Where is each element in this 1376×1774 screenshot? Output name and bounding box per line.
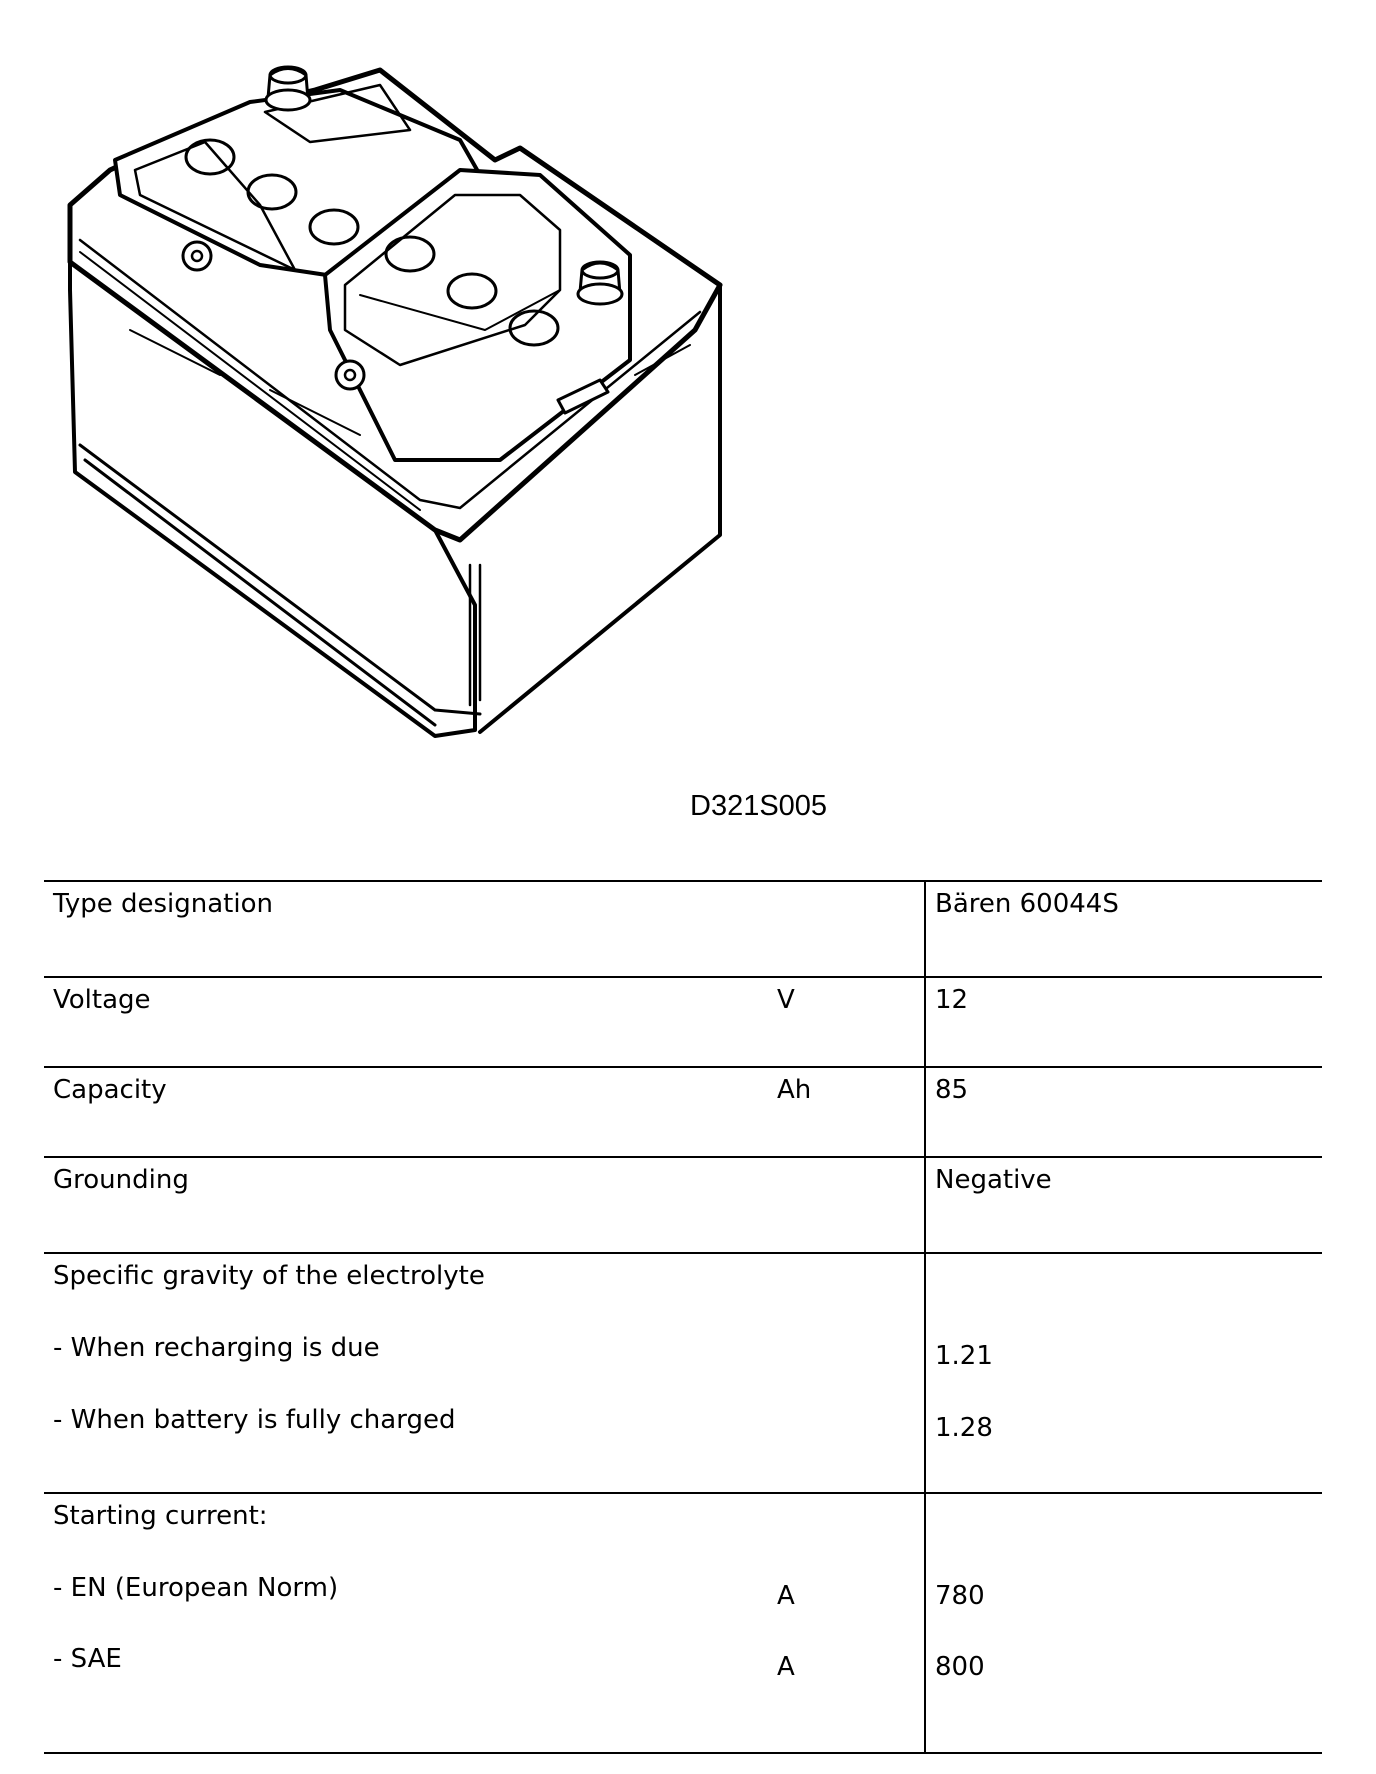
table-rule xyxy=(44,1066,1322,1068)
table-rule xyxy=(44,1752,1322,1754)
sub-row-value: 1.28 xyxy=(935,1413,993,1443)
table-rule xyxy=(44,1492,1322,1494)
table-rule xyxy=(44,880,1322,882)
row-label: Capacity xyxy=(53,1075,167,1105)
sub-row-label: - SAE xyxy=(53,1644,122,1674)
table-rule xyxy=(44,1252,1322,1254)
sub-row-label: - EN (European Norm) xyxy=(53,1573,339,1603)
row-label: Voltage xyxy=(53,985,151,1015)
row-label: Grounding xyxy=(53,1165,189,1195)
table-rule xyxy=(44,1156,1322,1158)
sub-row-value: 780 xyxy=(935,1581,985,1611)
sub-row-label: - When recharging is due xyxy=(53,1333,380,1363)
row-unit: Ah xyxy=(777,1075,812,1105)
row-unit: V xyxy=(777,985,795,1015)
sub-row-unit: A xyxy=(777,1581,795,1611)
sub-row-value: 1.21 xyxy=(935,1341,993,1371)
row-label: Starting current: xyxy=(53,1501,268,1531)
row-value: 12 xyxy=(935,985,969,1015)
column-divider xyxy=(924,880,926,1752)
row-label: Type designation xyxy=(53,889,273,919)
sub-row-value: 800 xyxy=(935,1652,985,1682)
row-value: Bären 60044S xyxy=(935,889,1119,919)
row-label: Specific gravity of the electrolyte xyxy=(53,1261,485,1291)
sub-row-label: - When battery is fully charged xyxy=(53,1405,456,1435)
figure-code: D321S005 xyxy=(690,790,828,822)
row-value: 85 xyxy=(935,1075,969,1105)
row-value: Negative xyxy=(935,1165,1052,1195)
battery-illustration xyxy=(40,30,740,740)
sub-row-unit: A xyxy=(777,1652,795,1682)
table-rule xyxy=(44,976,1322,978)
